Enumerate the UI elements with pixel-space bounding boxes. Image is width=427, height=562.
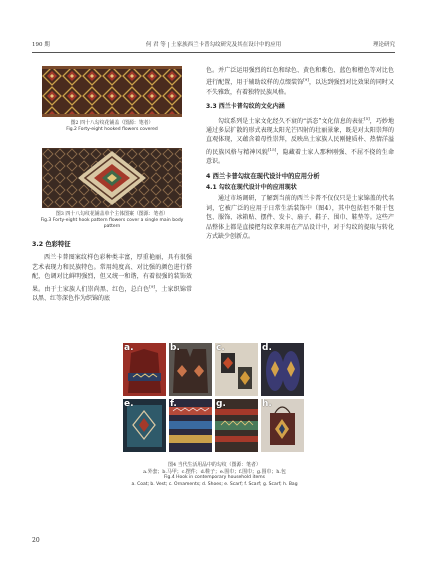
panel-e-label: e. xyxy=(124,399,134,409)
figure-2-caption-cn: 图2 四十八勾纹花铺盖（图源：笔者） xyxy=(70,120,154,126)
panel-a-coat xyxy=(123,343,166,396)
panel-b-vest xyxy=(169,343,212,396)
panel-b-label: b. xyxy=(170,343,180,353)
right-column-text xyxy=(206,66,394,242)
figure-4-grid xyxy=(123,343,306,454)
figure-3-caption-cn: 图3 四十八勾纹花铺盖单个主体图案（图源：笔者） xyxy=(55,211,169,217)
ref-9b: [9] xyxy=(303,77,309,83)
figure-2-caption-en: Fig.2 Forty-eight hooked flowers covered xyxy=(66,126,158,132)
figure-4-caption-en-items: a. Coat; b. Vest; c. Ornaments; d. Shoes; e. Scarf; f. Scarf; g. Scarf; h. Bag xyxy=(131,482,298,488)
issue-number: 190 期 xyxy=(32,42,50,48)
figure-4-caption-cn: 图4 当代生活用品中的勾纹（图源：笔者） xyxy=(168,462,261,468)
panel-h-bag xyxy=(261,399,304,452)
ref-15: [15] xyxy=(267,146,277,152)
para-3-2-tail: ，土家织锦常以黑、红等深色作为织锦的底 xyxy=(32,285,192,303)
figure-2-image xyxy=(42,66,182,117)
figure-3-caption-en: Fig.3 Forty-eight hook pattern flowers cover a single main body pattern xyxy=(40,217,184,230)
figure-2-caption xyxy=(32,120,192,133)
para-3-3-a: 勾纹系列是土家文化经久不衰的“活态”文化信息的表征 xyxy=(218,117,365,125)
para-continued xyxy=(206,66,394,97)
panel-d-shoes xyxy=(261,343,304,396)
para-3-3-b: ，巧妙地通过多层扩散的形式表现太阳光芒四射的壮丽景象，既是对太阳崇拜的直观体现，又蕴含着母性崇拜，反映出土家族人民刚健质朴、热情洋溢的民族风格与精神风貌 xyxy=(206,117,394,156)
ref-5: [5] xyxy=(364,115,370,121)
figure-4-caption xyxy=(103,462,326,489)
para-top-text: 色。并广泛运用强烈的红色和绿色、黄色和紫色、蓝色和橙色等对比色进行配置，用于辅助纹样的点缀装饰 xyxy=(206,67,394,87)
figure-4-caption-cn-items: a.外套；b.马甲；c.摆件；d.鞋子；e.围巾；f.围巾；g.围巾；h.包 xyxy=(143,468,286,475)
section-4-title: 4 西兰卡普勾纹在现代设计中的应用分析 xyxy=(206,172,320,180)
left-column-text xyxy=(32,240,192,303)
figure-4-caption-en: Fig.4 Hook in contemporary household items xyxy=(164,475,265,481)
para-top-tail: ，以达到强烈对比效果的同时又不失雅致，有着独特民族风格。 xyxy=(206,79,394,96)
panel-f-scarf xyxy=(169,399,212,452)
figure-3-image xyxy=(42,148,182,208)
panel-g-label: g. xyxy=(216,399,226,409)
panel-e-scarf xyxy=(123,399,166,452)
panel-g-scarf xyxy=(215,399,258,452)
section-3-3-paragraph xyxy=(206,114,394,167)
panel-d-label: d. xyxy=(262,343,272,353)
ref-9: [9] xyxy=(149,283,155,289)
section-3-2-paragraph xyxy=(32,253,192,303)
panel-c-ornaments xyxy=(215,343,258,396)
running-header xyxy=(32,40,395,52)
panel-a-label: a. xyxy=(124,343,134,353)
section-4-1-paragraph: 通过市场调研，了解到当前的西兰卡普不仅仅只是土家锦盖的代名词，它被广泛的应用于日常生活装饰中（图4），其中包括但不限于包包、服饰、冰箱贴、摆件、发卡、扇子、鞋子、围巾、鞋垫等。这些产品整体上都是直接把勾纹拿来用在产品设计中，对于勾纹的提取与转化方式缺少创新点。 xyxy=(206,195,394,241)
section-3-2-title: 3.2 色彩特征 xyxy=(32,241,71,248)
page-number: 20 xyxy=(32,537,40,544)
section-4-1-title: 4.1 勾纹在现代设计中的应用现状 xyxy=(206,184,297,192)
para-3-3-c: ，隐藏着土家人那种刚强、不屈不挠的生命意识。 xyxy=(206,148,394,166)
panel-h-label: h. xyxy=(262,399,272,409)
panel-c-label: c. xyxy=(216,343,225,353)
panel-f-label: f. xyxy=(170,399,177,409)
section-3-3-title: 3.3 西兰卡普勾纹的文化内涵 xyxy=(206,103,285,111)
para-3-2-text: 西兰卡普图案纹样色彩种类丰富，厚重艳丽，具有很强艺术表现力和民族特色。常用纯度高、对比强的颜色进行搭配，色调对比鲜明强烈，但又统一和谐，有着很强的装饰效果。由于土家族人们崇尚黑、红色，总白色 xyxy=(32,254,192,293)
running-title: 何 君 等 | 土家族西兰卡普勾纹研究及其在设计中的应用 xyxy=(145,42,282,48)
section-label: 理论研究 xyxy=(372,42,395,48)
header-rule xyxy=(32,52,395,53)
figure-3-caption xyxy=(32,211,192,231)
